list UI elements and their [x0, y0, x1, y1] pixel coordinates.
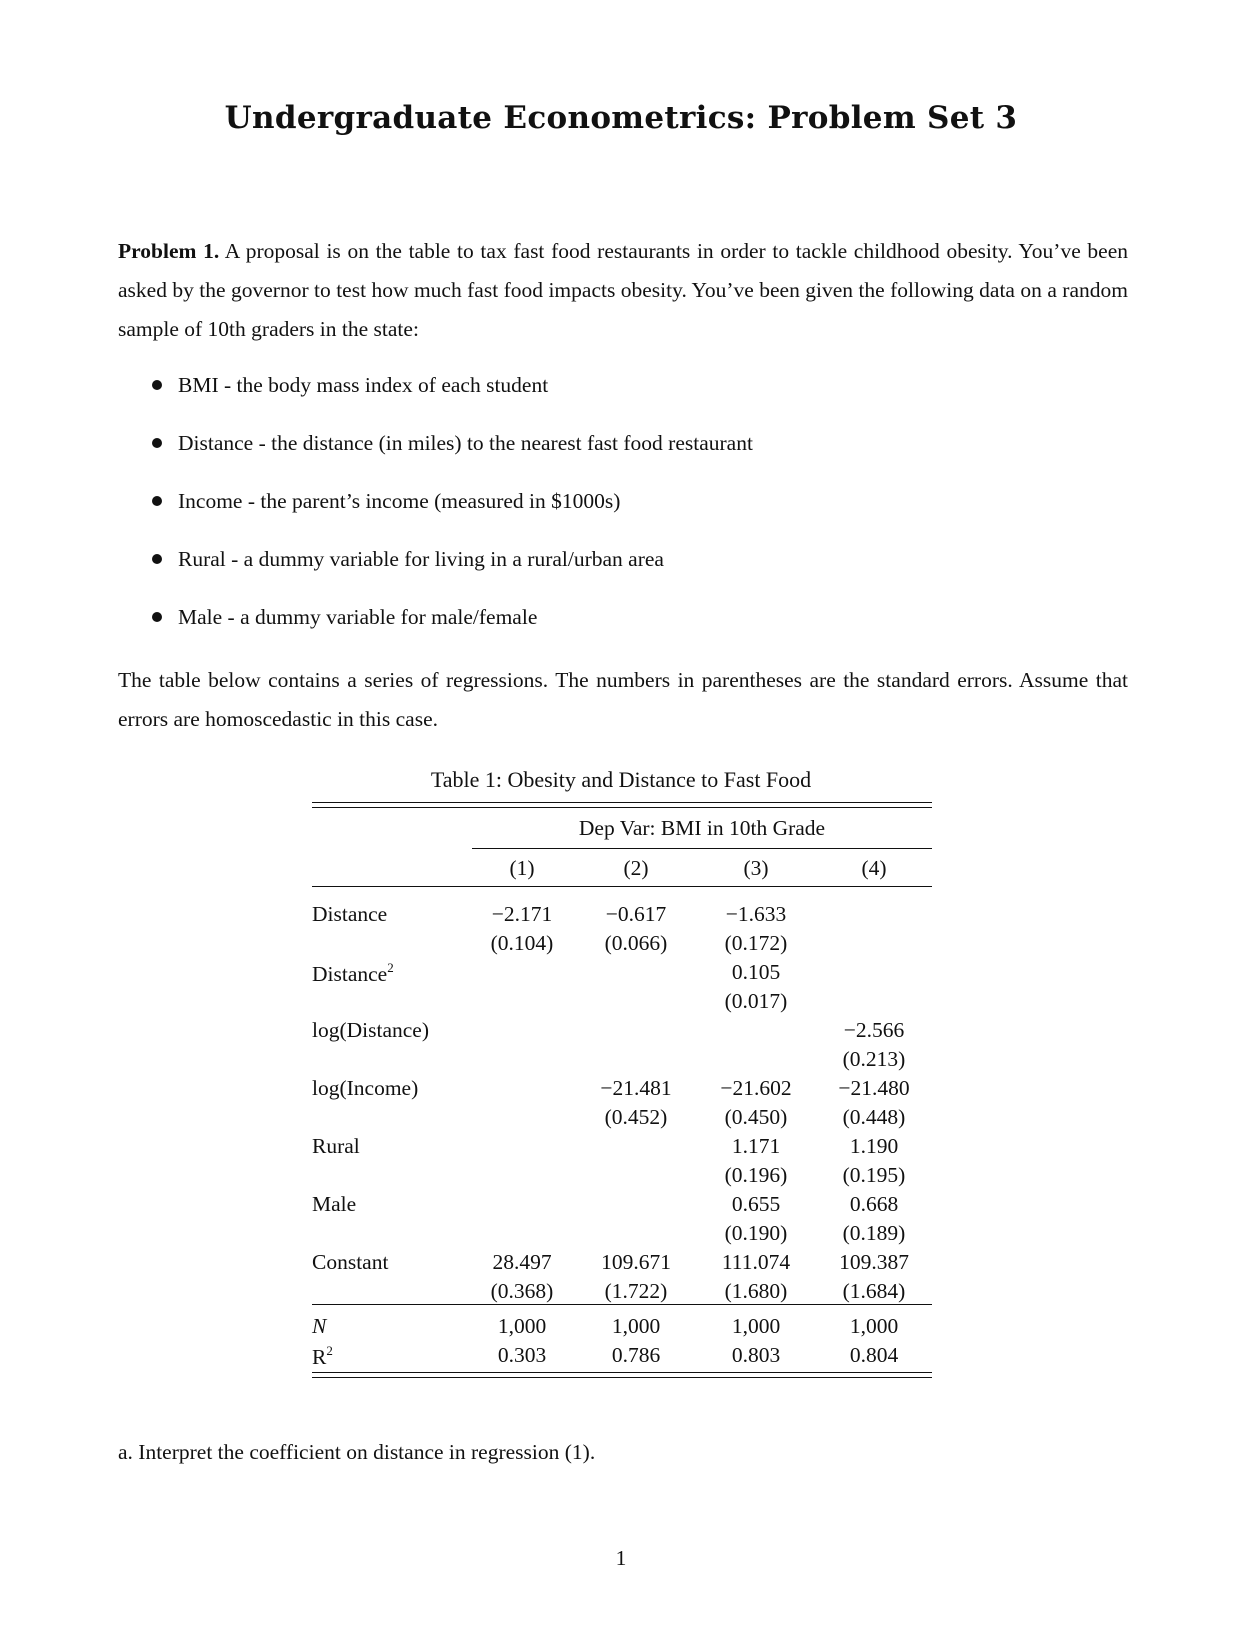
coefficient-cell: −0.617 [605, 902, 667, 926]
bullet-icon [152, 438, 162, 448]
coefficient-cell: −2.171 [491, 902, 553, 926]
list-item [150, 370, 753, 428]
std-error-cell: (0.213) [842, 1047, 906, 1071]
row-label: log(Income) [312, 1076, 419, 1100]
page-number: 1 [615, 1546, 627, 1570]
coefficient-cell: 109.387 [839, 1250, 909, 1274]
problem-label: Problem 1. [118, 239, 220, 263]
superscript: 2 [387, 960, 394, 975]
std-error-cell: (0.196) [724, 1163, 788, 1187]
row-label: Distance [312, 902, 388, 926]
variable-text: Rural - a dummy variable for living in a rural/urban area [178, 547, 664, 571]
stat-label: N [312, 1314, 327, 1338]
bullet-icon [152, 496, 162, 506]
std-error-cell: (0.189) [842, 1221, 906, 1245]
column-header: (4) [861, 856, 887, 880]
superscript: 2 [326, 1343, 333, 1358]
std-error-cell: (1.680) [724, 1279, 788, 1303]
variable-text: Male - a dummy variable for male/female [178, 605, 538, 629]
variable-text: BMI - the body mass index of each student [178, 373, 549, 397]
std-error-cell: (0.066) [604, 931, 668, 955]
table-top-rule-2 [312, 807, 932, 808]
list-item [150, 602, 753, 660]
column-header: (3) [743, 856, 769, 880]
table-caption: Table 1: Obesity and Distance to Fast Food [430, 767, 812, 792]
bullet-icon [152, 380, 162, 390]
table-intro-text: The table below contains a series of regressions. The numbers in parentheses are the standard errors. Assume that errors are homoscedastic in this case. [118, 668, 1128, 731]
row-label: log(Distance) [312, 1018, 430, 1042]
stat-value: 0.303 [497, 1343, 547, 1367]
table-bottom-rule-2 [312, 1377, 932, 1378]
coefficient-cell: −2.566 [843, 1018, 905, 1042]
coefficient-cell: 1.171 [731, 1134, 781, 1158]
variable-text: Distance - the distance (in miles) to the nearest fast food restaurant [178, 431, 753, 455]
coefficient-cell: 0.668 [849, 1192, 899, 1216]
dep-var-header: Dep Var: BMI in 10th Grade [578, 816, 826, 840]
coefficient-cell: 111.074 [721, 1250, 791, 1274]
coefficient-cell: 0.655 [731, 1192, 781, 1216]
coefficient-cell: 28.497 [492, 1250, 552, 1274]
std-error-cell: (0.368) [490, 1279, 554, 1303]
list-item [150, 544, 753, 602]
row-label: Constant [312, 1250, 389, 1274]
std-error-cell: (0.448) [842, 1105, 906, 1129]
std-error-cell: (1.684) [842, 1279, 906, 1303]
table-top-rule [312, 802, 932, 803]
coefficient-cell: −21.480 [838, 1076, 910, 1100]
header-rule [312, 886, 932, 887]
std-error-cell: (0.452) [604, 1105, 668, 1129]
document-title: Undergraduate Econometrics: Problem Set 3 [224, 100, 1018, 136]
std-error-cell: (0.104) [490, 931, 554, 955]
list-item [150, 486, 753, 544]
question-a: a. Interpret the coefficient on distance in regression (1). [118, 1440, 596, 1464]
stat-label: $R^2$ [312, 1343, 333, 1369]
row-label: Male [312, 1192, 357, 1216]
stat-value: 1,000 [497, 1314, 547, 1338]
stat-value: 0.803 [731, 1343, 781, 1367]
stat-value: 1,000 [849, 1314, 899, 1338]
coefficient-cell: −1.633 [725, 902, 787, 926]
stat-value: 1,000 [611, 1314, 661, 1338]
row-label: Distance$^2$ [312, 960, 394, 986]
column-header: (1) [509, 856, 535, 880]
std-error-cell: (0.017) [724, 989, 788, 1013]
coefficient-cell: −21.602 [720, 1076, 792, 1100]
problem-1-text [118, 232, 1128, 349]
row-label: Rural [312, 1134, 360, 1158]
coefficient-cell: 0.105 [731, 960, 781, 984]
bullet-icon [152, 612, 162, 622]
stats-rule [312, 1304, 932, 1305]
coefficient-cell: −21.481 [600, 1076, 672, 1100]
table-bottom-rule [312, 1372, 932, 1373]
column-header: (2) [623, 856, 649, 880]
std-error-cell: (0.190) [724, 1221, 788, 1245]
std-error-cell: (0.172) [724, 931, 788, 955]
bullet-icon [152, 554, 162, 564]
stat-value: 0.786 [611, 1343, 661, 1367]
variable-text: Income - the parent’s income (measured in $1000s) [178, 489, 621, 513]
std-error-cell: (0.195) [842, 1163, 906, 1187]
list-item [150, 428, 753, 486]
variable-list [150, 370, 753, 660]
stat-value: 0.804 [849, 1343, 899, 1367]
std-error-cell: (0.450) [724, 1105, 788, 1129]
coefficient-cell: 109.671 [601, 1250, 671, 1274]
stat-value: 1,000 [731, 1314, 781, 1338]
std-error-cell: (1.722) [604, 1279, 668, 1303]
problem-body: A proposal is on the table to tax fast food restaurants in order to tackle childhood obesity. You’ve been asked by the governor to test how much fast food impacts obesity. You’ve been given the following data on a random sample of 10th graders in the state: [118, 239, 1128, 341]
coefficient-cell: 1.190 [849, 1134, 899, 1158]
depvar-rule [472, 848, 932, 849]
